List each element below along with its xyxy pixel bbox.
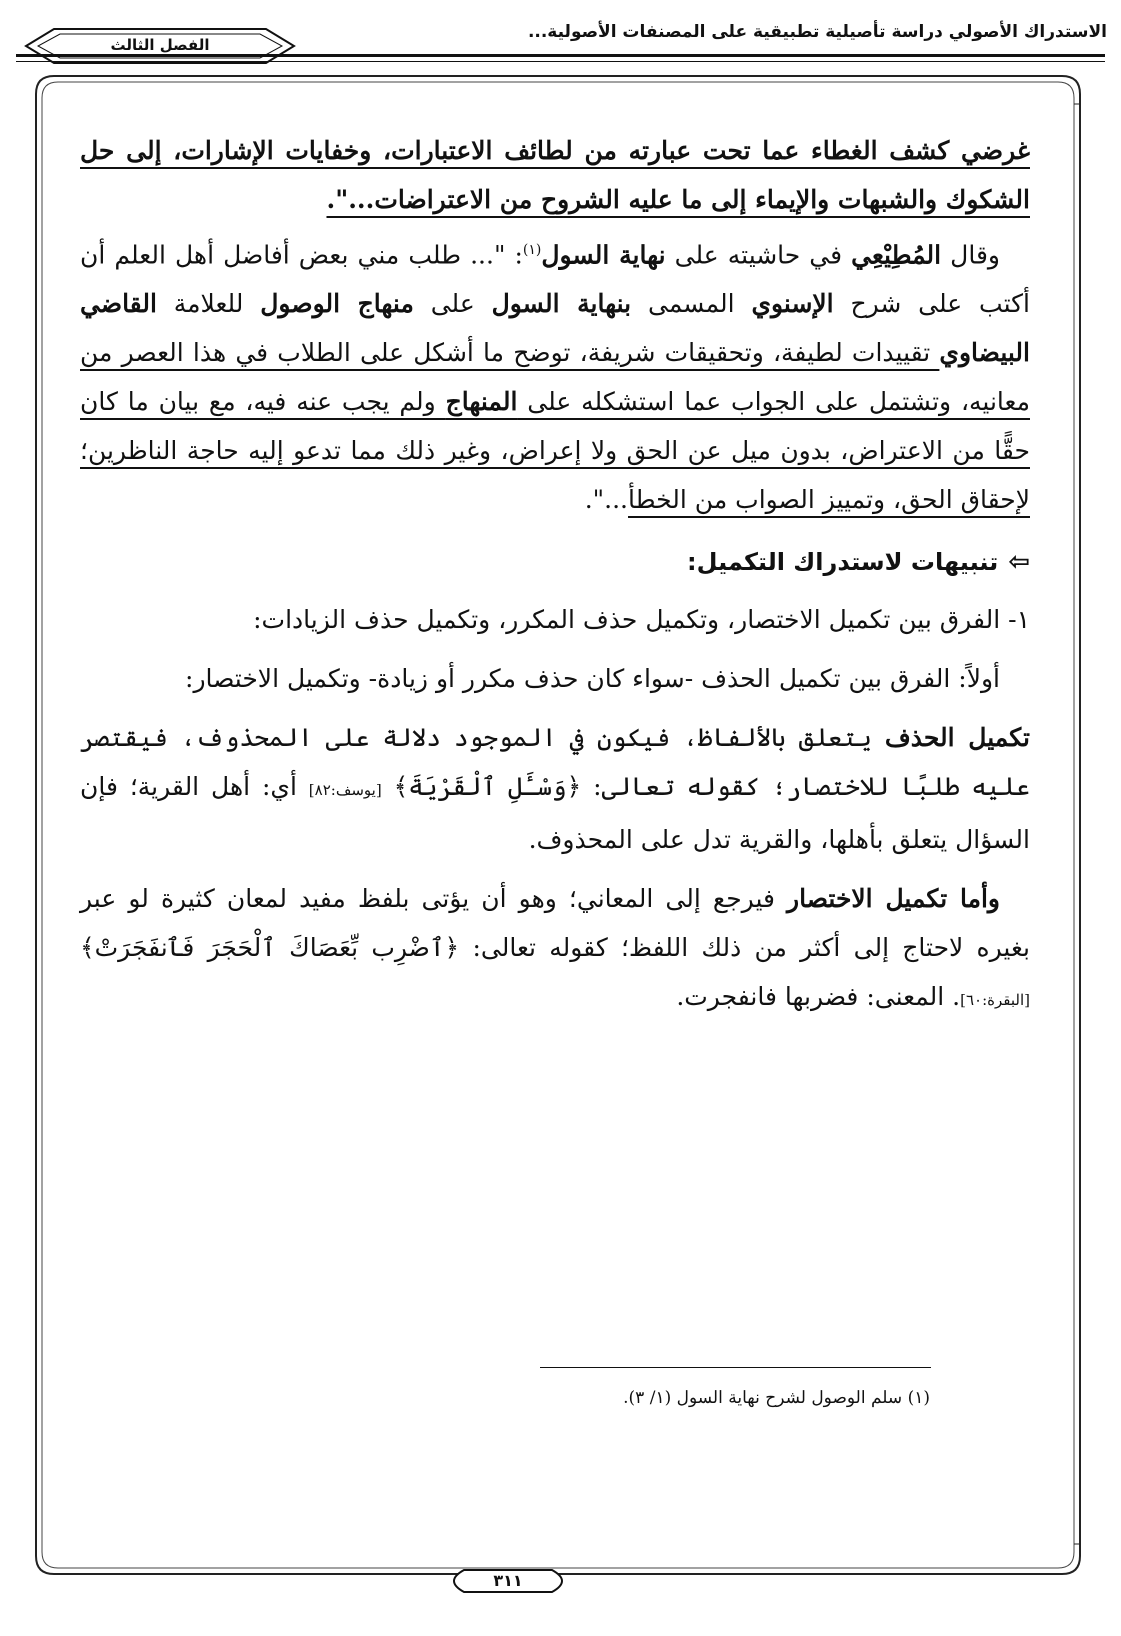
chapter-tag	[24, 26, 296, 66]
header-rule	[16, 54, 1105, 57]
hollow-arrow-icon: ⇦	[1008, 547, 1030, 578]
paragraph-quote-1	[80, 126, 1030, 224]
book-name: بنهاية السول	[491, 289, 632, 319]
paragraph-hadhf	[80, 713, 1030, 864]
text-run: ...".	[584, 485, 629, 515]
footnote-ref: (١)	[522, 242, 542, 258]
chapter-label: الفصل الثالث	[110, 36, 210, 54]
text-run: : "... طلب مني بعض أفاضل أهل العلم أن أكتب على شرح	[80, 240, 1030, 319]
quote-text: ولم يجب عنه فيه، مع بيان ما كان حقًّا من الاعتراض، بدون ميل عن الحق ولا إعراض، وغير ذلك مما تدعو إليه حاجة الناظرين؛ لإحقاق الحق، وتمييز الصواب من الخطأ	[80, 387, 1030, 515]
term: تكميل الحذف	[884, 723, 1030, 753]
author-name: الإسنوي	[751, 289, 834, 319]
footnote: (١) سلم الوصول لشرح نهاية السول (١/ ٣).	[623, 1388, 930, 1408]
text-run: وقال	[941, 240, 1000, 270]
quote-text: غرضي كشف الغطاء عما تحت عبارته من لطائف الاعتبارات، وخفايات الإشارات، إلى حل الشكوك والشبهات والإيماء إلى ما عليه الشروح من الاعتراضات...".	[80, 136, 1030, 214]
text-run: في حاشيته على	[665, 240, 852, 270]
section-heading-text: تنبيهات لاستدراك التكميل:	[687, 548, 999, 577]
paragraph-note-1	[80, 595, 1030, 644]
book-name: نهاية السول	[541, 240, 666, 270]
book-name: منهاج الوصول	[260, 289, 414, 319]
page-number-badge	[442, 1568, 574, 1594]
running-header-title: الاستدراك الأصولي دراسة تأصيلية تطبيقية على المصنفات الأصولية...	[527, 22, 1107, 42]
page-number: ٣١١	[493, 1571, 523, 1590]
main-text	[80, 126, 1030, 1025]
text-run: يتعلق بالألفاظ، فيكون في الموجود دلالة على المحذوف، فيقتصر عليه طلبًا للاختصار؛ كقوله تعالى: ﴿وَسْـَٔلِ ٱلْقَرْيَةَ﴾	[80, 723, 1030, 802]
text-run: على	[413, 289, 492, 319]
paragraph-mutii	[80, 226, 1030, 524]
paragraph-first	[80, 654, 1030, 703]
note-text: ١- الفرق بين تكميل الاختصار، وتكميل حذف المكرر، وتكميل حذف الزيادات:	[253, 605, 1030, 635]
quote-text: تقييدات لطيفة، وتحقيقات شريفة، توضح ما أشكل على الطلاب في هذا العصر من معانيه، وتشتمل على الجواب عما استشكله على	[80, 338, 1030, 417]
footnote-rule	[540, 1367, 931, 1368]
book-name: المنهاج	[445, 387, 518, 417]
note-text: أولاً: الفرق بين تكميل الحذف -سواء كان حذف مكرر أو زيادة- وتكميل الاختصار:	[185, 664, 1000, 694]
paragraph-ikhtisar	[80, 874, 1030, 1025]
text-run: أي: أهل القرية؛ فإن السؤال يتعلق بأهلها، والقرية تدل على المحذوف.	[80, 772, 1030, 855]
text-run: فيرجع إلى المعاني؛ وهو أن يؤتى بلفظ مفيد لمعان كثيرة لو عبر بغيره لاحتاج إلى أكثر من ذلك اللفظ؛ كقوله تعالى: ﴿ٱضْرِب بِّعَصَاكَ ٱلْحَجَرَ فَٱنفَجَرَتْ﴾	[80, 884, 1030, 963]
text-run: المسمى	[631, 289, 752, 319]
term: وأما تكميل الاختصار	[787, 884, 1001, 914]
author-name: القاضي البيضاوي	[80, 289, 1030, 368]
quran-reference: [البقرة:٦٠]	[960, 991, 1030, 1010]
header-rule-thin	[16, 61, 1105, 62]
quran-reference: [يوسف:٨٢]	[308, 781, 382, 800]
text-run: . المعنى: فضربها فانفجرت.	[676, 982, 961, 1012]
text-run: للعلامة	[156, 289, 261, 319]
section-heading	[80, 538, 1030, 587]
author-name: المُطِيْعِي	[851, 240, 942, 270]
